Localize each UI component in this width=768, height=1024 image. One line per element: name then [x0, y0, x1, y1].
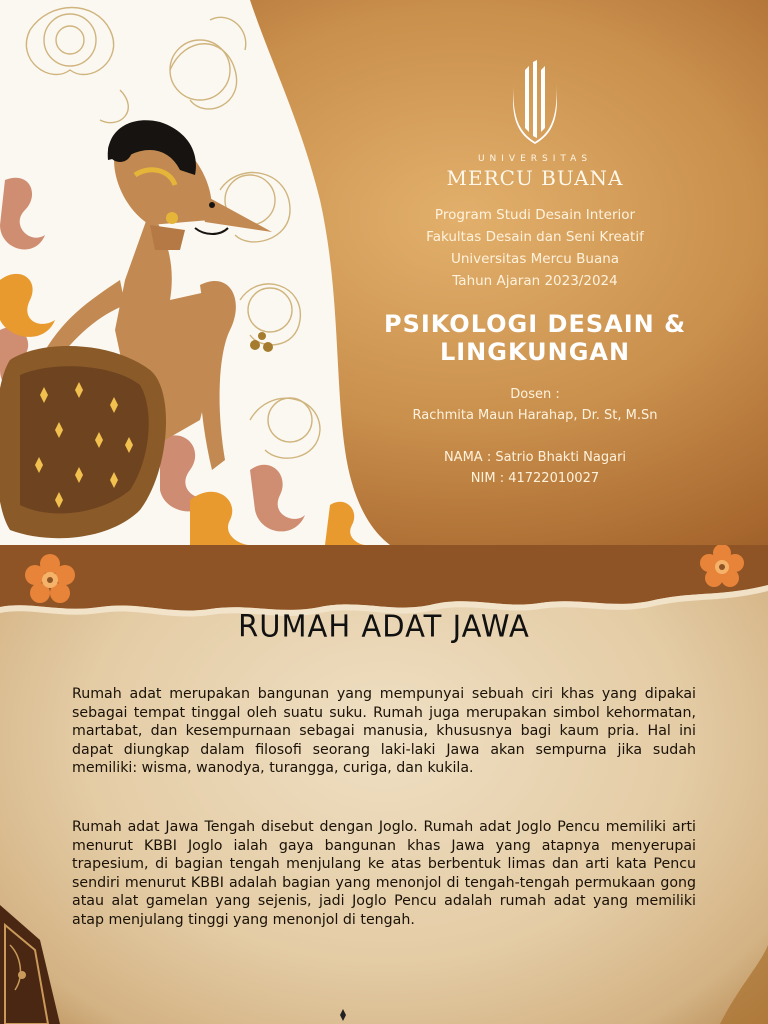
paragraph-2: Rumah adat Jawa Tengah disebut dengan Joglo. Rumah adat Joglo Pencu memiliki arti menurut KBBI Joglo ialah gaya bangunan khas Jawa yang atapnya menyerupai trapesium, di bagian tengah menjulang ke atas berbentuk limas dan arti kata Pencu sendiri menurut KBBI adalah bagian yang menonjol di tengah-tengah permukaan gong atau alat gamelan yang sejenis, jadi Joglo Pencu adalah rumah adat yang memiliki atap menjulang tinggi yang menonjol di tengah.: [72, 819, 696, 928]
institution-line: Universitas Mercu Buana: [450, 251, 620, 267]
paragraph-1: Rumah adat merupakan bangunan yang mempunyai sebuah ciri khas yang dipakai sebagai tempat tinggal oleh suatu suku. Rumah juga merupakan simbol kehormatan, martabat, dan kesempurnaan sebagai manusia, khususnya bagi kaum pria. Hal ini dapat diungkap dalam filosofi seorang laki-laki Jawa akan sempurna jika sudah memiliki: wisma, wanodya, turangga, curiga, dan kukila.: [72, 686, 696, 776]
course-title-line1: PSIKOLOGI DESAIN &: [383, 310, 687, 338]
university-name: MERCU BUANA: [446, 166, 624, 190]
university-small-label: UNIVERSITAS: [477, 154, 593, 164]
student-nim: NIM : 41722010027: [470, 471, 600, 486]
mercu-buana-logo: [507, 60, 563, 150]
academic-year-line: Tahun Ajaran 2023/2024: [452, 273, 618, 289]
content-section: [0, 545, 768, 1024]
gunungan-ornament-icon: [0, 905, 60, 1024]
lecturer-label: Dosen :: [510, 387, 560, 402]
course-title-line2: LINGKUNGAN: [439, 338, 631, 366]
section-title: RUMAH ADAT JAWA: [238, 608, 530, 644]
student-name: NAMA : Satrio Bhakti Nagari: [443, 450, 627, 465]
cover-text: [330, 60, 740, 489]
course-title: [330, 310, 740, 366]
lecturer-name: Rachmita Maun Harahap, Dr. St, M.Sn: [412, 408, 658, 423]
program-line: Program Studi Desain Interior: [434, 207, 636, 223]
faculty-line: Fakultas Desain dan Seni Kreatif: [426, 229, 644, 245]
